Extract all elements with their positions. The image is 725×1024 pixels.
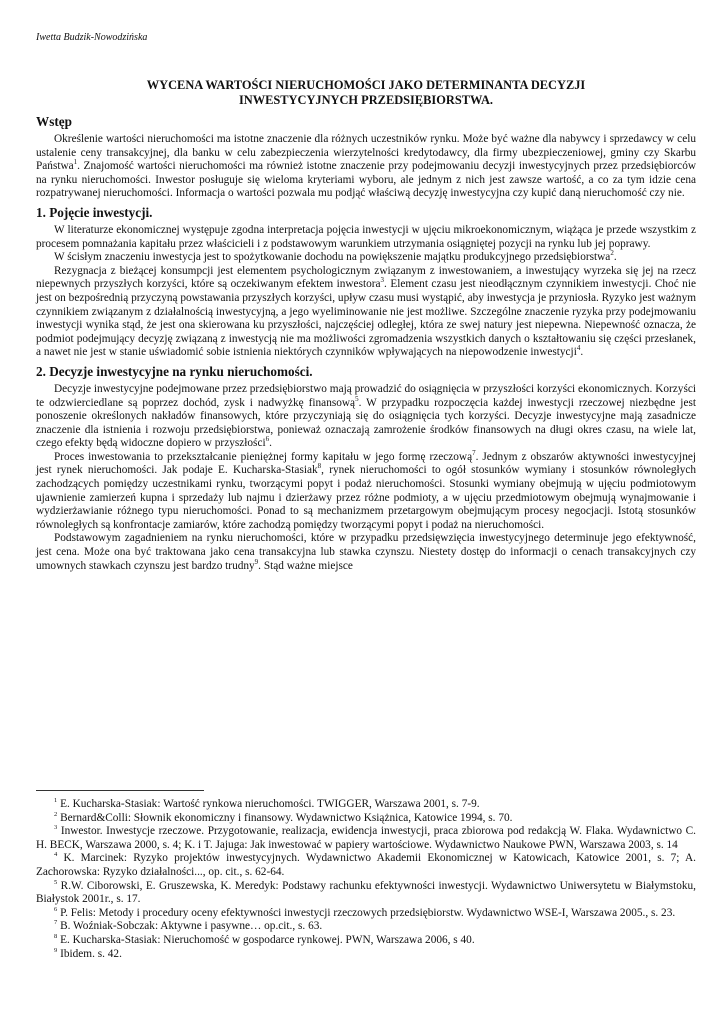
text-run: . bbox=[269, 437, 272, 450]
footnote-item bbox=[36, 934, 696, 948]
footnote-item bbox=[36, 880, 696, 907]
footnote-text: K. Marcinek: Ryzyko projektów inwestycyjnych. Wydawnictwo Akademii Ekonomicznej w Katowicach, Katowice 2001, s. 7; A. Zachorowska: Ryzyko działalności..., op. cit., s. 62-64. bbox=[36, 852, 696, 878]
s2-paragraph-3 bbox=[36, 532, 696, 573]
footnote-text: Bernard&Colli: Słownik ekonomiczny i finansowy. Wydawnictwo Książnica, Katowice 1994, s. 70. bbox=[57, 811, 513, 824]
footnote-ref[interactable]: 8 bbox=[317, 462, 322, 471]
text-run: Decyzje inwestycyjne podejmowane przez przedsiębiorstwo mają prowadzić do osiągnięcia w przyszłości korzyści ekonomicznych. Korzyści te odzwierciedlane są poprzez dochód, zysk i nadwyżkę finansową bbox=[36, 382, 696, 409]
text-run: Określenie wartości nieruchomości ma istotne znaczenie dla różnych uczestników rynku. Może być ważne dla nabywcy i sprzedawcy w celu ustalenie ceny transakcyjnej, dla banku w celu zabezpieczenia wierzytelności kredytodawcy, dla firmy ubezpieczeniowej, gminy czy Skarbu Państwa bbox=[36, 133, 696, 173]
footnote-text: R.W. Ciborowski, E. Gruszewska, K. Meredyk: Podstawy rachunku efektywności inwestycji. Wydawnictwo Uniwersytetu w Białymstoku, Białystok 2001r., s. 17. bbox=[36, 879, 696, 906]
s2-paragraph-2 bbox=[36, 451, 696, 533]
footnote-number: 9 bbox=[54, 946, 58, 954]
title-line-2: INWESTYCYJNYCH PRZEDSIĘBIORSTWA. bbox=[238, 93, 494, 107]
footnote-text: E. Kucharska-Stasiak: Nieruchomość w gospodarce rynkowej. PWN, Warszawa 2006, s 40. bbox=[57, 933, 475, 946]
text-run: Podstawowym zagadnieniem na rynku nieruchomości, które w przypadku przedsięwzięcia inwestycyjnego determinuje jego efektywność, jest cena. Może ona być traktowana jako cena transakcyjna lub stawka czynszu. Niestety dostęp do informacji o cenach transakcyjnych czy umownych stawkach czynszu jest bardzo trudny bbox=[36, 532, 696, 572]
footnote-text: Inwestor. Inwestycje rzeczowe. Przygotowanie, realizacja, ewidencja inwestycji, praca zbiorowa pod redakcją W. Flaka. Wydawnictwo C. H. BECK, Warszawa 2000, s. 4; K. i T. Jajuga: Jak inwestować w papiery wartościowe. Wydawnictwo Naukowe PWN, Warszawa 2003, s. 14 bbox=[36, 825, 696, 851]
text-run: . Stąd ważne miejsce bbox=[258, 559, 353, 572]
footnote-item bbox=[36, 920, 696, 934]
footnote-item bbox=[36, 825, 696, 852]
footnote-ref[interactable]: 3 bbox=[380, 276, 385, 285]
main-content bbox=[36, 78, 696, 573]
text-run: Rezygnacja z bieżącej konsumpcji jest elementem psychologicznym związanym z inwestowaniem, a inwestujący wyrzeka się jej na rzecz niepewnych przyszłych korzyści, które są oczekiwanym efektem inwestora bbox=[36, 264, 696, 291]
text-run: , rynek nieruchomości to ogół stosunków wymiany i stosunków równoległych zachodzących pomiędzy uczestnikami rynku, tworzącymi popyt i podaż nieruchomości. Stosunki wymiany obejmują w ujęciu podmiotowym ujawnienie zamierzeń kupna i sprzedaży lub najmu i dzierżawy przez różne podmioty, a w ujęciu przedmiotowym obejmują wynajmowanie i wydzierżawianie różnego typu nieruchomości. Ponad to są mechanizmem przetargowym obejmującym procesy negocjacji. Istotą stosunków równoległych są konfrontacje zamiarów, które zachodzą pomiędzy tworzącymi popyt i podaż na nieruchomości. bbox=[36, 464, 697, 531]
footnote-ref[interactable]: 9 bbox=[254, 557, 259, 566]
footnote-ref[interactable]: 7 bbox=[472, 449, 476, 458]
paper-title bbox=[36, 78, 696, 108]
running-head: Iwetta Budzik-Nowodzińska bbox=[36, 32, 148, 43]
footnote-text: P. Felis: Metody i procedury oceny efektywności inwestycji rzeczowych przedsiębiorstw. Wydawnictwo WSE-I, Warszawa 2005., s. 23. bbox=[57, 906, 676, 919]
s1-paragraph-3 bbox=[36, 265, 696, 360]
s1-paragraph-2 bbox=[36, 251, 696, 265]
text-run: . bbox=[580, 346, 584, 359]
title-line-1: WYCENA WARTOŚCI NIERUCHOMOŚCI JAKO DETERMINANTA DECYZJI bbox=[146, 78, 586, 92]
footnote-number: 3 bbox=[54, 824, 58, 832]
footnote-item bbox=[36, 907, 696, 921]
text-run: . W przypadku rozpoczęcia każdej inwestycji rzeczowej niezbędne jest ponoszenie określonych nakładów finansowych, które przyczyniają się do osiągnięcia tych korzyści. Decyzje inwestycyjne mają zasadnicze znaczenie dla istnienia i rozwoju przedsiębiorstwa, ponieważ oznaczają zamrożenie środków finansowych na długi okres czasu, na wiele lat, czego efekty będą widoczne dopiero w przyszłości bbox=[36, 396, 696, 450]
text-run: Proces inwestowania to przekształcanie pieniężnej formy kapitału w jego formę rzeczową bbox=[54, 450, 473, 463]
footnote-item bbox=[36, 948, 696, 962]
footnote-item bbox=[36, 798, 696, 812]
text-run: . Znajomość wartości nieruchomości ma również istotne znaczenie przy podejmowaniu decyzji inwestycyjnych przez przedsiębiorców na rynku nieruchomości. Inwestor posługuje się wieloma kryteriami wyboru, ale jednym z nich jest zawsze wartość, a co za tym idzie cena rozpatrywanej nieruchomości. Informacja o wartości pozwala mu podjąć właściwą decyzję inwestycyjna czy kupić daną nieruchomość czy nie. bbox=[36, 160, 696, 200]
footnote-ref[interactable]: 4 bbox=[576, 344, 581, 353]
text-run: . Jednym z obszarów aktywności inwestycyjnej jest rynek nieruchomości. Jak podaje E. Kucharska-Stasiak bbox=[36, 450, 696, 477]
s1-paragraph-1: W literaturze ekonomicznej występuje zgodna interpretacja pojęcia inwestycji w ujęciu mikroekonomicznym, wiążąca je przede wszystkim z procesem pomnażania kapitału przez właścicieli i z podstawowym warunkiem utrzymania osiągniętej pozycji na rynku lub jej poprawy. bbox=[36, 223, 696, 250]
footnote-ref[interactable]: 6 bbox=[265, 435, 270, 444]
text-run: . bbox=[613, 251, 617, 264]
text-run: W ścisłym znaczeniu inwestycja jest to spożytkowanie dochodu na powiększenie majątku produkcyjnego przedsiębiorstwa bbox=[54, 251, 611, 264]
footnote-number: 2 bbox=[54, 810, 58, 818]
heading-section-2: 2. Decyzje inwestycyjne na rynku nieruchomości. bbox=[36, 363, 313, 379]
footnote-number: 8 bbox=[54, 933, 58, 941]
heading-intro: Wstęp bbox=[36, 114, 72, 129]
footnote-ref[interactable]: 5 bbox=[355, 394, 359, 403]
footnote-text: B. Woźniak-Sobczak: Aktywne i pasywne… op.cit., s. 63. bbox=[57, 920, 323, 933]
footnote-number: 7 bbox=[54, 919, 58, 927]
footnote-ref[interactable]: 1 bbox=[73, 158, 78, 167]
footnote-number: 5 bbox=[54, 878, 58, 886]
footnote-number: 6 bbox=[54, 905, 58, 913]
footnote-text: E. Kucharska-Stasiak: Wartość rynkowa nieruchomości. TWIGGER, Warszawa 2001, s. 7-9. bbox=[57, 798, 480, 810]
heading-section-1: 1. Pojęcie inwestycji. bbox=[36, 204, 153, 220]
footnote-number: 1 bbox=[54, 797, 58, 805]
footnote-divider bbox=[36, 790, 204, 791]
footnote-number: 4 bbox=[54, 851, 58, 859]
footnote-text: Ibidem. s. 42. bbox=[57, 947, 122, 960]
text-run: . Element czasu jest nieodłącznym czynnikiem inwestycji. Choć nie jest on bezpośrednią przyczyną powstawania przyszłych korzyści, upływ czasu musi wystąpić, aby inwestycja je przyniosła. Ryzyko jest ważnym czynnikiem związanym z działalnością inwestycyjną, a jego wyeliminowanie nie jest możliwe. Szczególne znaczenie ryzyka przy podejmowaniu inwestycji wynika stąd, że jest ona skierowana ku przyszłości, najczęściej odległej, która ze swej natury jest niepewna. Niepewność oznacza, że podmiot podejmujący decyzję związaną z inwestycją nie ma możliwości zgromadzenia wszystkich danych o kształtowaniu się części przesłanek, a nawet nie jest w stanie uświadomić sobie istnienia niektórych czynników wpływających na niepowodzenie inwestycji bbox=[36, 278, 696, 359]
footnote-item bbox=[36, 852, 696, 879]
footnote-list bbox=[36, 798, 696, 961]
s2-paragraph-1 bbox=[36, 383, 696, 451]
footnote-item bbox=[36, 812, 696, 826]
footnotes bbox=[36, 790, 696, 961]
intro-paragraph bbox=[36, 133, 696, 201]
footnote-ref[interactable]: 2 bbox=[610, 249, 614, 258]
